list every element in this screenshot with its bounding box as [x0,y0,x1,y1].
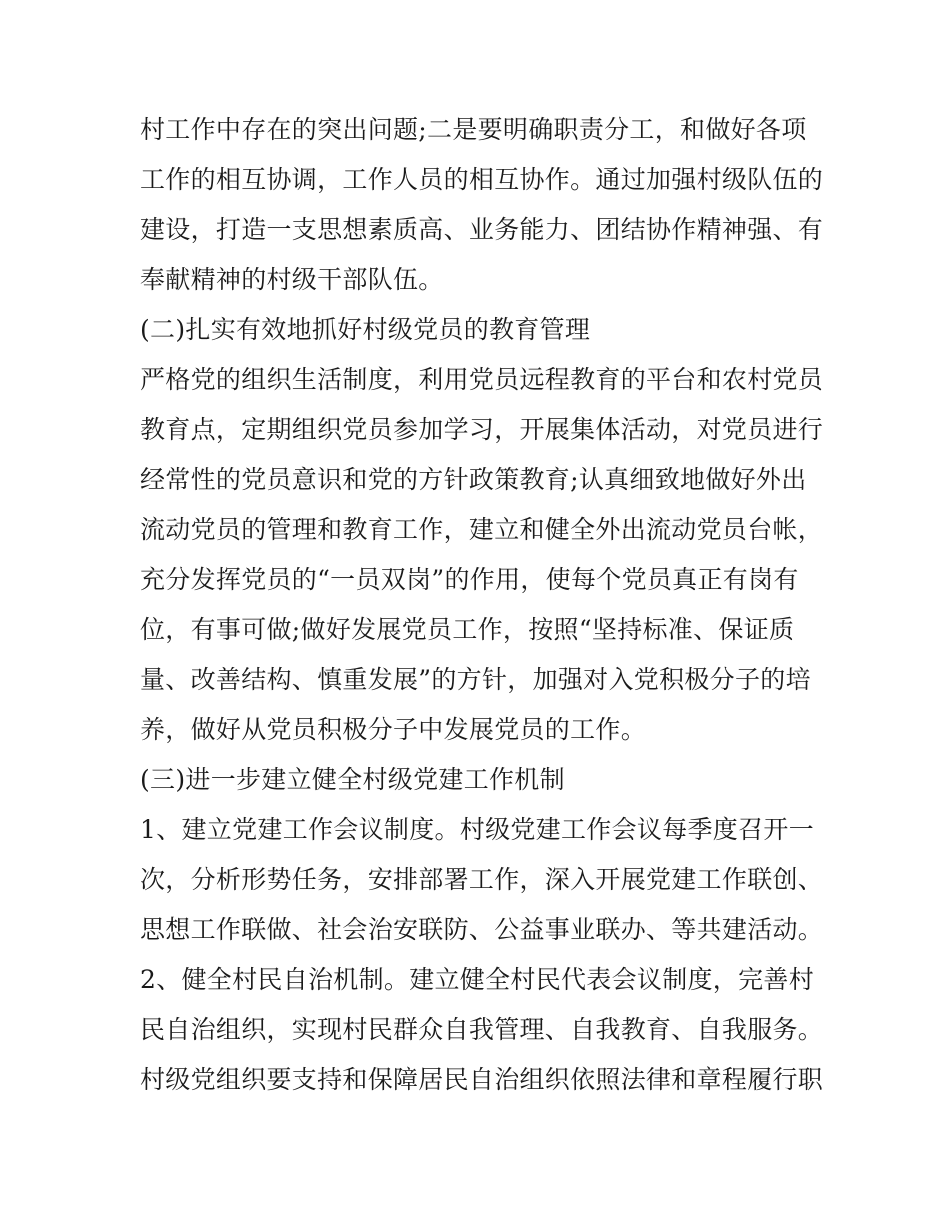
section-heading: (三)进一步建立健全村级党建工作机制 [140,765,565,794]
text-line: 次，分析形势任务，安排部署工作，深入开展党建工作联创、 [140,865,824,894]
text-line: 经常性的党员意识和党的方针政策教育;认真细致地做好外出 [140,465,807,494]
text-line: 民自治组织，实现村民群众自我管理、自我教育、自我服务。 [140,1015,824,1044]
text-line: 流动党员的管理和教育工作，建立和健全外出流动党员台帐， [140,515,824,544]
text-line: 村工作中存在的突出问题;二是要明确职责分工，和做好各项 [140,115,807,144]
text-line: 量、改善结构、慎重发展”的方针，加强对入党积极分子的培 [140,665,811,694]
text-line: 工作的相互协调，工作人员的相互协作。通过加强村级队伍的 [140,165,824,194]
section-heading: (二)扎实有效地抓好村级党员的教育管理 [140,315,591,344]
text-line: 思想工作联做、社会治安联防、公益事业联办、等共建活动。 [140,915,824,944]
text-line: 1、建立党建工作会议制度。村级党建工作会议每季度召开一 [140,815,815,844]
text-line: 建设，打造一支思想素质高、业务能力、团结协作精神强、有 [140,215,824,244]
text-line: 养，做好从党员积极分子中发展党员的工作。 [140,715,647,744]
text-line: 位，有事可做;做好发展党员工作，按照“坚持标准、保证质 [140,615,795,644]
text-line: 严格党的组织生活制度，利用党员远程教育的平台和农村党员 [140,365,824,394]
text-line: 2、健全村民自治机制。建立健全村民代表会议制度，完善村 [140,965,815,994]
text-line: 教育点，定期组织党员参加学习，开展集体活动，对党员进行 [140,415,824,444]
text-line: 村级党组织要支持和保障居民自治组织依照法律和章程履行职 [140,1065,824,1094]
text-line: 奉献精神的村级干部队伍。 [140,265,444,294]
text-line: 充分发挥党员的“一员双岗”的作用，使每个党员真正有岗有 [140,565,799,594]
